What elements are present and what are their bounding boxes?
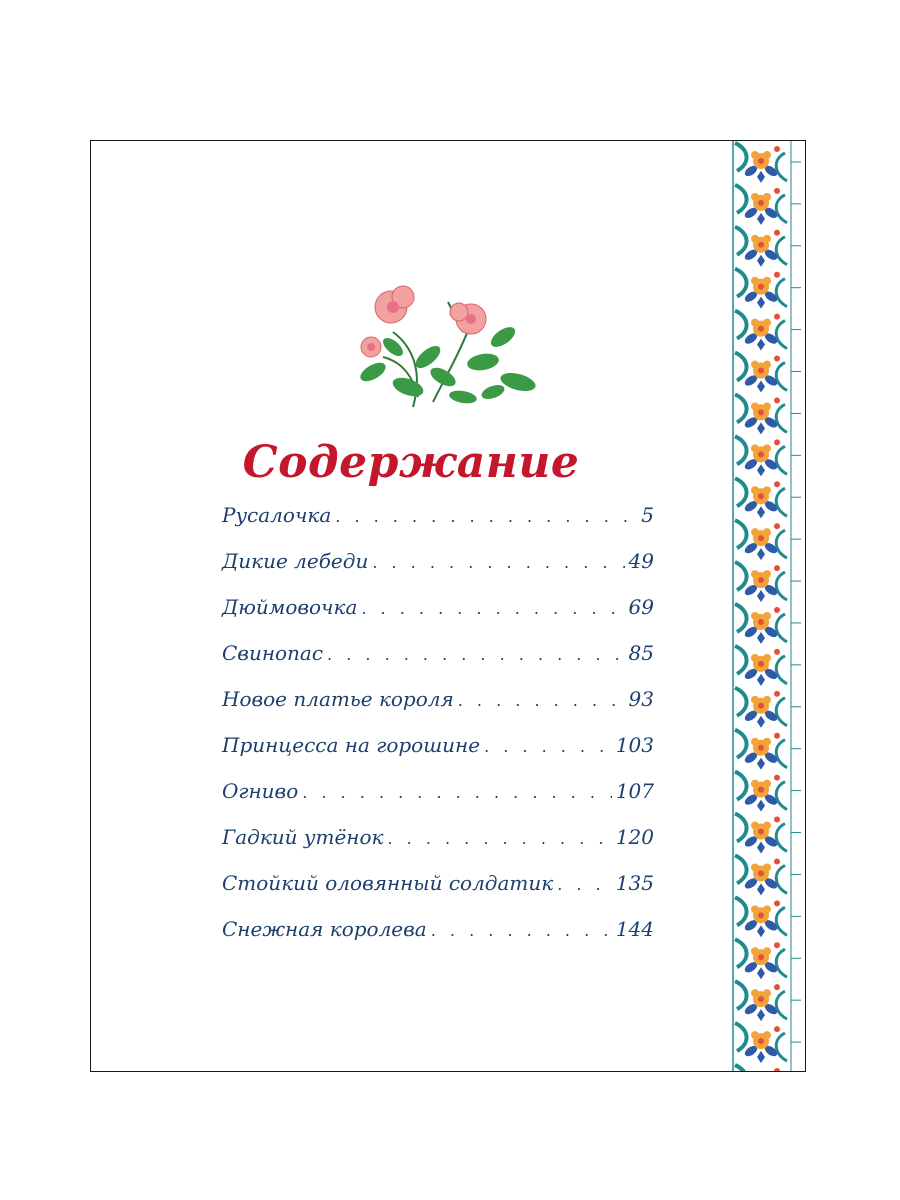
toc-entry-title: Русалочка <box>222 503 332 527</box>
toc-dot-leader <box>431 921 612 940</box>
toc-entry <box>222 733 654 779</box>
toc-entry-title: Снежная королева <box>222 917 427 941</box>
toc-entry-page: 93 <box>628 687 654 711</box>
toc-entry-title: Гадкий утёнок <box>222 825 384 849</box>
toc-entry <box>222 871 654 917</box>
toc-dot-leader <box>387 829 611 848</box>
toc-entry <box>222 779 654 825</box>
toc-entry-title: Огниво <box>222 779 299 803</box>
toc-dot-leader <box>327 645 625 664</box>
toc-entry-title: Дюймовочка <box>222 595 358 619</box>
toc-entry-page: 135 <box>615 871 654 895</box>
toc-entry-title: Дикие лебеди <box>222 549 369 573</box>
toc-entry-title: Принцесса на горошине <box>222 733 481 757</box>
toc-dot-leader <box>557 875 612 894</box>
toc-entry-page: 85 <box>628 641 654 665</box>
toc-entry-title: Новое платье короля <box>222 687 454 711</box>
toc-entry <box>222 549 654 595</box>
toc-entry-title: Свинопас <box>222 641 324 665</box>
toc-entry-page: 69 <box>628 595 654 619</box>
toc-dot-leader <box>361 599 624 618</box>
toc-dot-leader <box>302 783 612 802</box>
toc-entry-page: 103 <box>615 733 654 757</box>
toc-dot-leader <box>372 553 624 572</box>
toc-dot-leader <box>335 507 637 526</box>
toc-dot-leader <box>458 691 625 710</box>
toc-entry-title: Стойкий оловянный солдатик <box>222 871 554 895</box>
roses-illustration <box>353 277 543 412</box>
table-of-contents <box>222 503 654 963</box>
book-page <box>90 140 806 1072</box>
toc-dot-leader <box>484 737 612 756</box>
toc-entry <box>222 825 654 871</box>
toc-entry-page: 107 <box>615 779 654 803</box>
toc-entry <box>222 503 654 549</box>
toc-entry-page: 49 <box>628 549 654 573</box>
toc-entry <box>222 917 654 963</box>
toc-entry-page: 120 <box>615 825 654 849</box>
toc-entry <box>222 641 654 687</box>
contents-heading: Содержание <box>242 437 580 488</box>
toc-entry <box>222 595 654 641</box>
floral-border-ornament <box>729 141 805 1071</box>
toc-entry <box>222 687 654 733</box>
toc-entry-page: 5 <box>641 503 654 527</box>
toc-entry-page: 144 <box>615 917 654 941</box>
